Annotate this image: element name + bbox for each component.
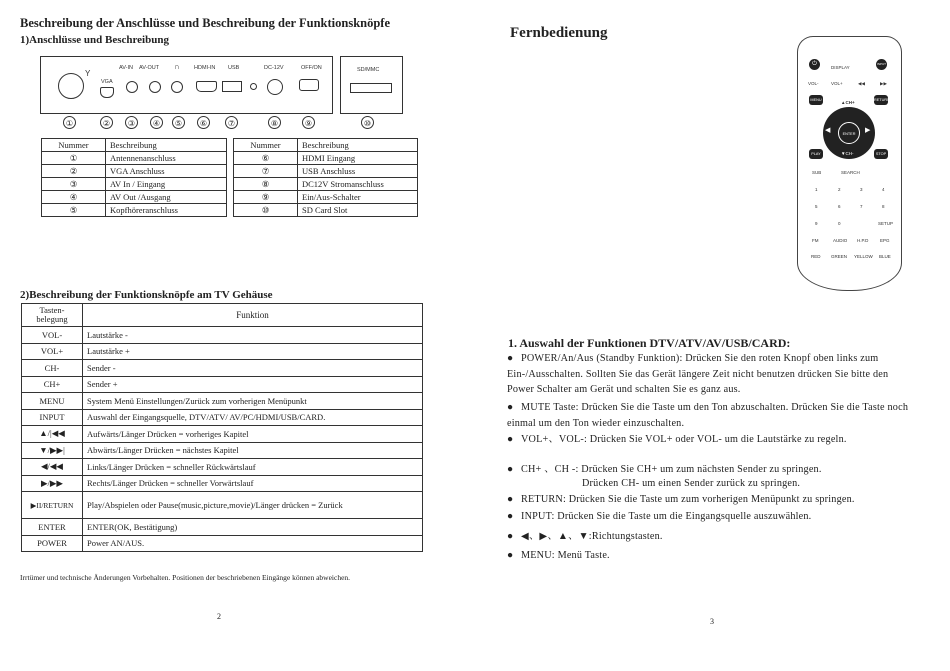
av-in-port <box>126 81 138 93</box>
vga-label: VGA <box>101 79 113 85</box>
vga-port <box>100 87 114 98</box>
table-row <box>42 165 227 178</box>
function-cell: Power AN/AUS. <box>83 535 423 552</box>
cell-number: ② <box>42 165 106 178</box>
cell-description: Antennenanschluss <box>106 152 227 165</box>
table-row <box>234 178 418 191</box>
bullet-text: MENU: Menü Taste. <box>521 550 610 561</box>
cell-description: DC12V Stromanschluss <box>298 178 418 191</box>
function-cell: Sender - <box>83 360 423 377</box>
power-switch <box>299 79 319 91</box>
cell-number: ⑧ <box>234 178 298 191</box>
cell-number: ⑩ <box>234 204 298 217</box>
cell-number: ④ <box>42 191 106 204</box>
headphone-icon: ∩ <box>174 62 180 71</box>
vol-plus-label: VOL+ <box>831 81 843 86</box>
header-cell: Nummer <box>234 139 298 152</box>
dc-port <box>267 79 283 95</box>
table-row <box>22 442 423 459</box>
av-out-label: AV-OUT <box>139 65 160 71</box>
bullet-return <box>507 492 912 508</box>
usb-label: USB <box>228 65 240 71</box>
key-cell: ENTER <box>22 519 83 536</box>
table-row <box>234 152 418 165</box>
key-cell: INPUT <box>22 409 83 426</box>
bullet-text: POWER/An/Aus (Standby Funktion): Drücken Sie den roten Knopf oben links zum Ein-/Ausschalten. Sollten Sie das Gerät längere Zeit nicht benutzen drücken Sie bitte den Power Schalter am Gerät und schalten Sie es ganz aus. <box>507 353 889 395</box>
key-3: 3 <box>860 187 863 192</box>
menu-button-icon: MENU <box>809 95 823 105</box>
ch-minus-label: ▼CH- <box>841 151 854 156</box>
bullet-power <box>507 351 912 398</box>
cell-description: HDMI Eingang <box>298 152 418 165</box>
yellow-label: YELLOW <box>854 254 873 259</box>
function-cell: Abwärts/Länger Drücken = nächstes Kapitel <box>83 442 423 459</box>
table-row <box>22 459 423 476</box>
bullet-text: RETURN: Drücken Sie die Taste um zum vorherigen Menüpunkt zu springen. <box>521 494 855 505</box>
green-label: GREEN <box>831 254 848 259</box>
enter-button-icon: ENTER <box>838 122 860 144</box>
bullet-icon: ● <box>507 353 514 364</box>
bullet-text: Drücken CH- um einen Sender zurück zu springen. <box>582 478 801 489</box>
connector-panel <box>40 56 333 114</box>
page-number: 2 <box>217 612 221 621</box>
av-out-port <box>149 81 161 93</box>
cell-number: ① <box>42 152 106 165</box>
bullet-text: VOL+、VOL-: Drücken Sie VOL+ oder VOL- um die Lautstärke zu regeln. <box>521 434 847 445</box>
table-header <box>234 139 418 152</box>
function-cell: Rechts/Länger Drücken = schneller Vorwärtslauf <box>83 475 423 492</box>
key-cell: ▼/▶▶| <box>22 442 83 459</box>
key-cell: ◀/◀◀ <box>22 459 83 476</box>
header-cell: Beschreibung <box>106 139 227 152</box>
table-row <box>22 519 423 536</box>
footnote: Irrtümer und technische Änderungen Vorbehalten. Positionen der beschriebenen Eingänge können abweichen. <box>20 573 351 582</box>
cell-number: ⑥ <box>234 152 298 165</box>
bullet-mute <box>507 400 912 431</box>
av-in-label: AV-IN <box>119 65 133 71</box>
bullet-arrows <box>507 529 912 545</box>
table-row <box>22 426 423 443</box>
table-row <box>42 152 227 165</box>
hpd-label: H.P.D <box>857 238 869 243</box>
table-row <box>22 393 423 410</box>
header-cell: Beschreibung <box>298 139 418 152</box>
key-9: 9 <box>815 221 818 226</box>
power-button-icon: ⏻ <box>809 59 820 70</box>
stop-button-icon: STOP <box>874 149 888 159</box>
bullet-text: MUTE Taste: Drücken Sie die Taste um den Ton abzuschalten. Drücken Sie die Taste noch einmal um den Ton wieder einzuschalten. <box>507 402 909 429</box>
bullet-input <box>507 509 912 525</box>
table-row <box>234 191 418 204</box>
bullet-menu <box>507 548 912 564</box>
callout-7: ⑦ <box>225 116 238 129</box>
bullet-icon: ● <box>507 494 514 505</box>
page-title: Fernbedienung <box>510 25 608 41</box>
callout-6: ⑥ <box>197 116 210 129</box>
antenna-port <box>58 73 84 99</box>
table-row <box>22 343 423 360</box>
bullet-text: INPUT: Drücken Sie die Taste um die Eingangsquelle auszuwählen. <box>521 511 812 522</box>
table-row <box>22 475 423 492</box>
cell-description: USB Anschluss <box>298 165 418 178</box>
connector-table-2 <box>233 138 418 217</box>
bullet-text: ◀、▶、▲、▼:Richtungstasten. <box>521 531 663 542</box>
section-heading: 1. Auswahl der Funktionen DTV/ATV/AV/USB/CARD: <box>508 336 791 350</box>
epg-label: EPG <box>880 238 890 243</box>
cell-number: ③ <box>42 178 106 191</box>
callout-3: ③ <box>125 116 138 129</box>
table-row <box>42 191 227 204</box>
key-0: 0 <box>838 221 841 226</box>
hdmi-label: HDMI-IN <box>194 65 216 71</box>
key-cell: ▲/|◀◀ <box>22 426 83 443</box>
function-cell: System Menü Einstellungen/Zurück zum vorherigen Menüpunkt <box>83 393 423 410</box>
table-row <box>22 376 423 393</box>
table-row <box>42 204 227 217</box>
sd-panel <box>340 56 403 114</box>
sd-label: SD/MMC <box>357 67 380 73</box>
table-header <box>42 139 227 152</box>
section-heading: 2)Beschreibung der Funktionsknöpfe am TV Gehäuse <box>20 289 273 301</box>
cell-description: Ein/Aus-Schalter <box>298 191 418 204</box>
bullet-text: CH+ 、CH -: Drücken Sie CH+ um zum nächsten Sender zu springen. <box>521 464 822 475</box>
key-cell: VOL- <box>22 327 83 344</box>
table-row <box>22 535 423 552</box>
function-cell: Lautstärke - <box>83 327 423 344</box>
callout-8: ⑧ <box>268 116 281 129</box>
key-2: 2 <box>838 187 841 192</box>
headphone-port <box>171 81 183 93</box>
input-button-icon: INPUT <box>876 59 887 70</box>
table-row <box>22 327 423 344</box>
table-row <box>42 178 227 191</box>
table-row <box>22 409 423 426</box>
key-cell: POWER <box>22 535 83 552</box>
table-row <box>234 204 418 217</box>
page-title: Beschreibung der Anschlüsse und Beschreibung der Funktionsknöpfe <box>20 16 391 30</box>
function-cell: Play/Abspielen oder Pause(music,picture,movie)/Länger drücken = Zurück <box>83 492 423 519</box>
cell-description: VGA Anschluss <box>106 165 227 178</box>
callout-10: ⑩ <box>361 116 374 129</box>
next-label: ▶▶ <box>880 81 887 86</box>
header-cell: Nummer <box>42 139 106 152</box>
callout-1: ① <box>63 116 76 129</box>
key-cell: CH+ <box>22 376 83 393</box>
callout-5: ⑤ <box>172 116 185 129</box>
key-1: 1 <box>815 187 818 192</box>
bullet-volume <box>507 432 912 448</box>
sd-slot <box>350 83 392 93</box>
callout-4: ④ <box>150 116 163 129</box>
key-cell: VOL+ <box>22 343 83 360</box>
table-header <box>22 304 423 327</box>
sub-label: SUB <box>812 170 822 175</box>
cell-number: ⑤ <box>42 204 106 217</box>
function-cell: Lautstärke + <box>83 343 423 360</box>
hdmi-port <box>196 81 217 92</box>
search-label: SEARCH <box>841 170 860 175</box>
left-arrow-icon: ◀ <box>825 127 831 134</box>
cell-description: Kopfhöreranschluss <box>106 204 227 217</box>
cell-number: ⑦ <box>234 165 298 178</box>
function-cell: Aufwärts/Länger Drücken = vorheriges Kapitel <box>83 426 423 443</box>
blue-label: BLUE <box>879 254 891 259</box>
key-cell: ▶II/RETURN <box>22 492 83 519</box>
onoff-label: OFF/ON <box>301 65 322 71</box>
callout-9: ⑨ <box>302 116 315 129</box>
bullet-channel-cont <box>507 476 912 492</box>
section-heading: 1)Anschlüsse und Beschreibung <box>20 34 169 46</box>
bullet-icon: ● <box>507 464 514 475</box>
return-button-icon: RETURN <box>874 95 888 105</box>
right-arrow-icon: ▶ <box>865 127 871 134</box>
key-cell: CH- <box>22 360 83 377</box>
key-4: 4 <box>882 187 885 192</box>
bullet-icon: ● <box>507 550 514 561</box>
key-7: 7 <box>860 204 863 209</box>
led-port <box>250 83 257 90</box>
table-row <box>22 360 423 377</box>
antenna-icon: Y <box>85 69 91 78</box>
callout-2: ② <box>100 116 113 129</box>
connector-table-1 <box>41 138 227 217</box>
function-cell: Auswahl der Eingangsquelle, DTV/ATV/ AV/PC/HDMI/USB/CARD. <box>83 409 423 426</box>
red-label: RED <box>811 254 821 259</box>
key-cell: ▶/▶▶ <box>22 475 83 492</box>
cell-description: AV Out /Ausgang <box>106 191 227 204</box>
dc-label: DC-12V <box>264 65 284 71</box>
vol-minus-label: VOL- <box>808 81 819 86</box>
bullet-icon: ● <box>507 402 514 413</box>
remote-control-illustration <box>797 36 902 291</box>
function-cell: Links/Länger Drücken = schneller Rückwärtslauf <box>83 459 423 476</box>
prev-label: ◀◀ <box>858 81 865 86</box>
function-table <box>21 303 423 552</box>
usb-port <box>222 81 242 92</box>
bullet-icon: ● <box>507 434 514 445</box>
setup-label: SETUP <box>878 221 894 226</box>
table-row <box>234 165 418 178</box>
display-label: DISPLAY <box>831 65 850 70</box>
fm-label: FM <box>812 238 819 243</box>
cell-number: ⑨ <box>234 191 298 204</box>
cell-description: SD Card Slot <box>298 204 418 217</box>
key-cell: MENU <box>22 393 83 410</box>
play-button-icon: PLAY <box>809 149 823 159</box>
function-cell: Sender + <box>83 376 423 393</box>
bullet-icon: ● <box>507 511 514 522</box>
header-cell: Tasten- belegung <box>22 304 83 327</box>
audio-label: AUDIO <box>833 238 848 243</box>
key-5: 5 <box>815 204 818 209</box>
key-8: 8 <box>882 204 885 209</box>
table-row <box>22 492 423 519</box>
cell-description: AV In / Eingang <box>106 178 227 191</box>
function-cell: ENTER(OK, Bestätigung) <box>83 519 423 536</box>
header-cell: Funktion <box>83 304 423 327</box>
ch-plus-label: ▲CH+ <box>841 100 855 105</box>
bullet-icon: ● <box>507 531 514 542</box>
page-number: 3 <box>710 617 714 626</box>
key-6: 6 <box>838 204 841 209</box>
